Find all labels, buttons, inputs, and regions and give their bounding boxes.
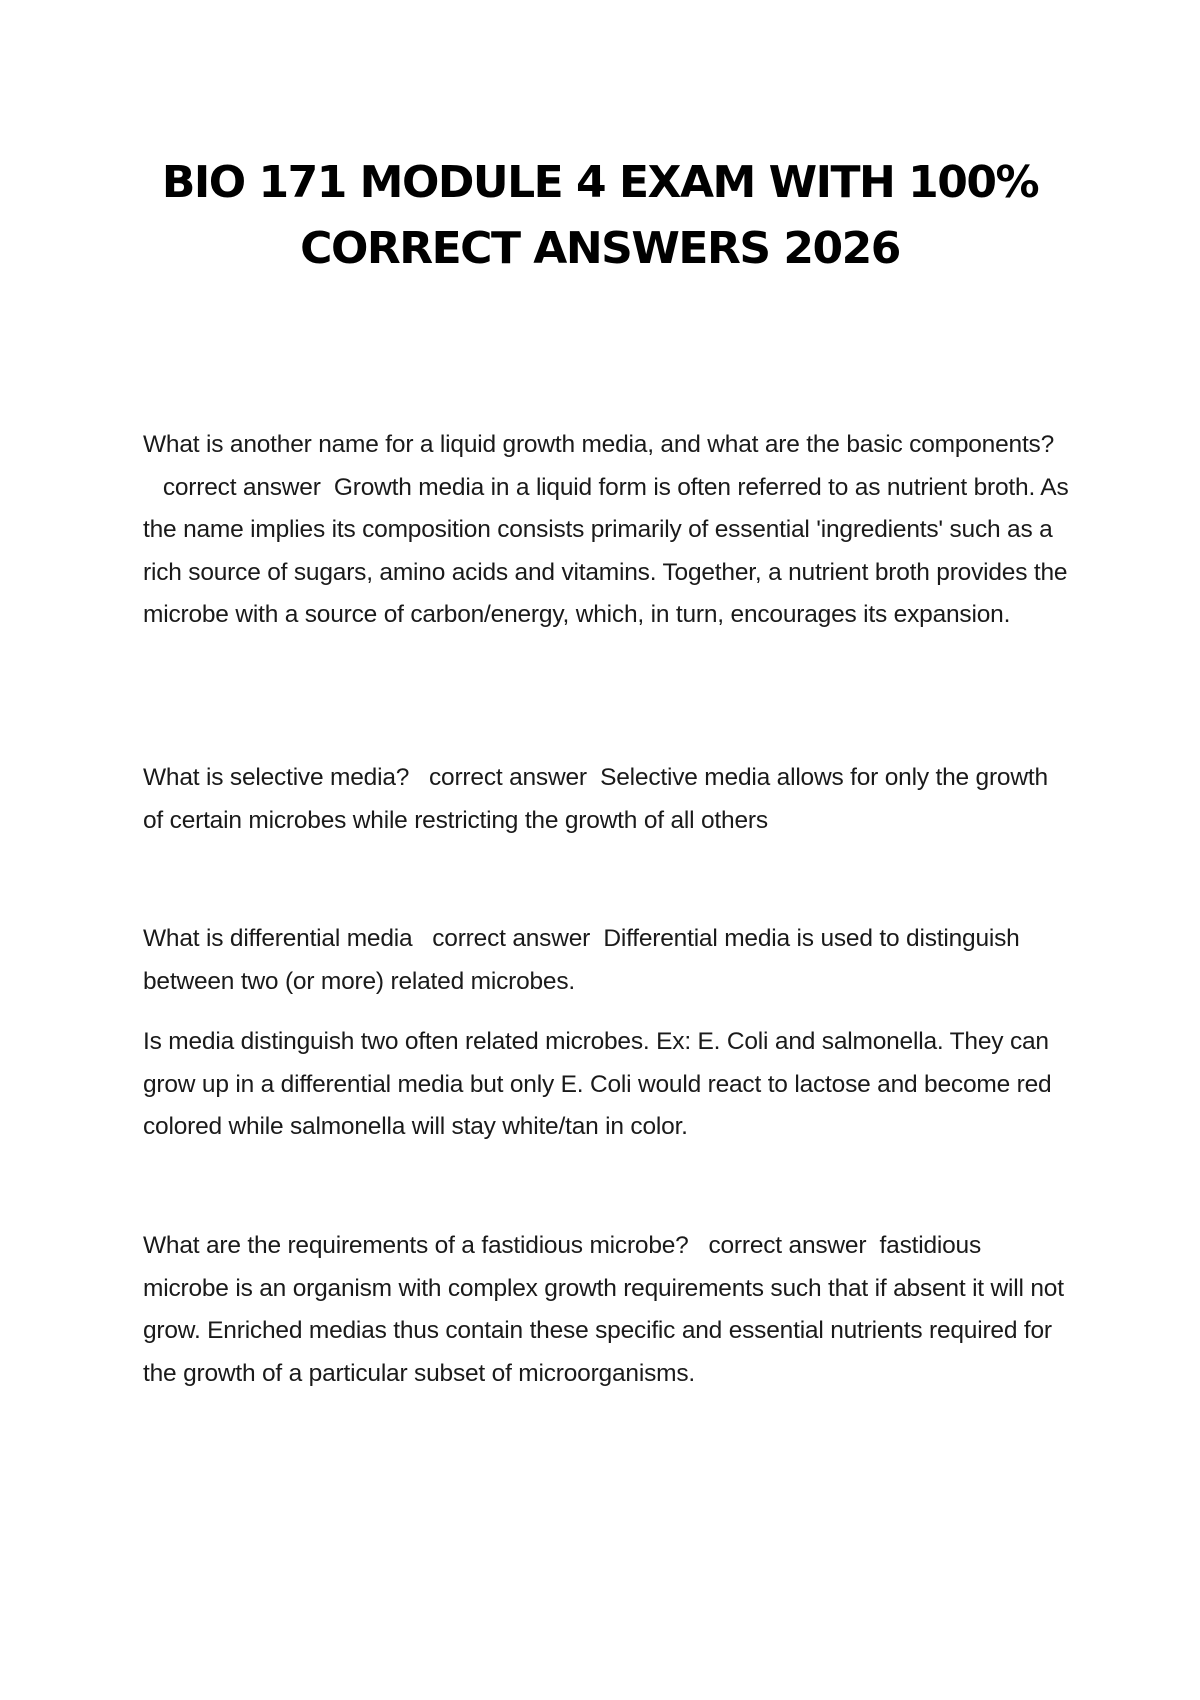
answer-marker: correct answer (162, 473, 321, 501)
answer-text: Differential media is used to distinguish between two (or more) related microbes. (143, 925, 1020, 995)
answer-text: Selective media allows for only the growth of certain microbes while restricting the growth of all others (143, 764, 1048, 834)
question-text: What is another name for a liquid growth media, and what are the basic components? (143, 431, 1055, 458)
differential-media-note: Is media distinguish two often related microbes. Ex: E. Coli and salmonella. They can grow up in a differential media but only E. Coli would react to lactose and become red colored while salmonella will stay white/tan in color. (143, 1028, 1052, 1140)
document-title-line-1: BIO 171 MODULE 4 EXAM WITH 100% (161, 157, 1039, 208)
qa-item-fastidious-microbe (143, 1225, 1073, 1395)
question-text: What is differential media (143, 925, 413, 952)
answer-text: Growth media in a liquid form is often referred to as nutrient broth. As the name implies its composition consists primarily of essential 'ingredients' such as a rich source of sugars, amino acids and vitamins. Together, a nutrient broth provides the microbe with a source of carbon/energy, which, in turn, encourages its expansion. (143, 473, 1069, 628)
qa-item-selective-media (143, 757, 1073, 842)
qa-item-liquid-media (143, 424, 1073, 637)
answer-marker: correct answer (708, 1232, 867, 1259)
qa-item-differential-media (143, 918, 1073, 1003)
document-title-line-2: CORRECT ANSWERS 2026 (300, 223, 900, 274)
answer-marker: correct answer (432, 925, 591, 952)
document-title (120, 150, 1080, 282)
answer-text: fastidious microbe is an organism with complex growth requirements such that if absent it will not grow. Enriched medias thus contain these specific and essential nutrients required for the growth of a particular subset of microorganisms. (143, 1232, 1064, 1387)
answer-marker: correct answer (429, 764, 587, 791)
question-text: What is selective media? (143, 764, 410, 791)
question-text: What are the requirements of a fastidious microbe? (143, 1232, 689, 1259)
